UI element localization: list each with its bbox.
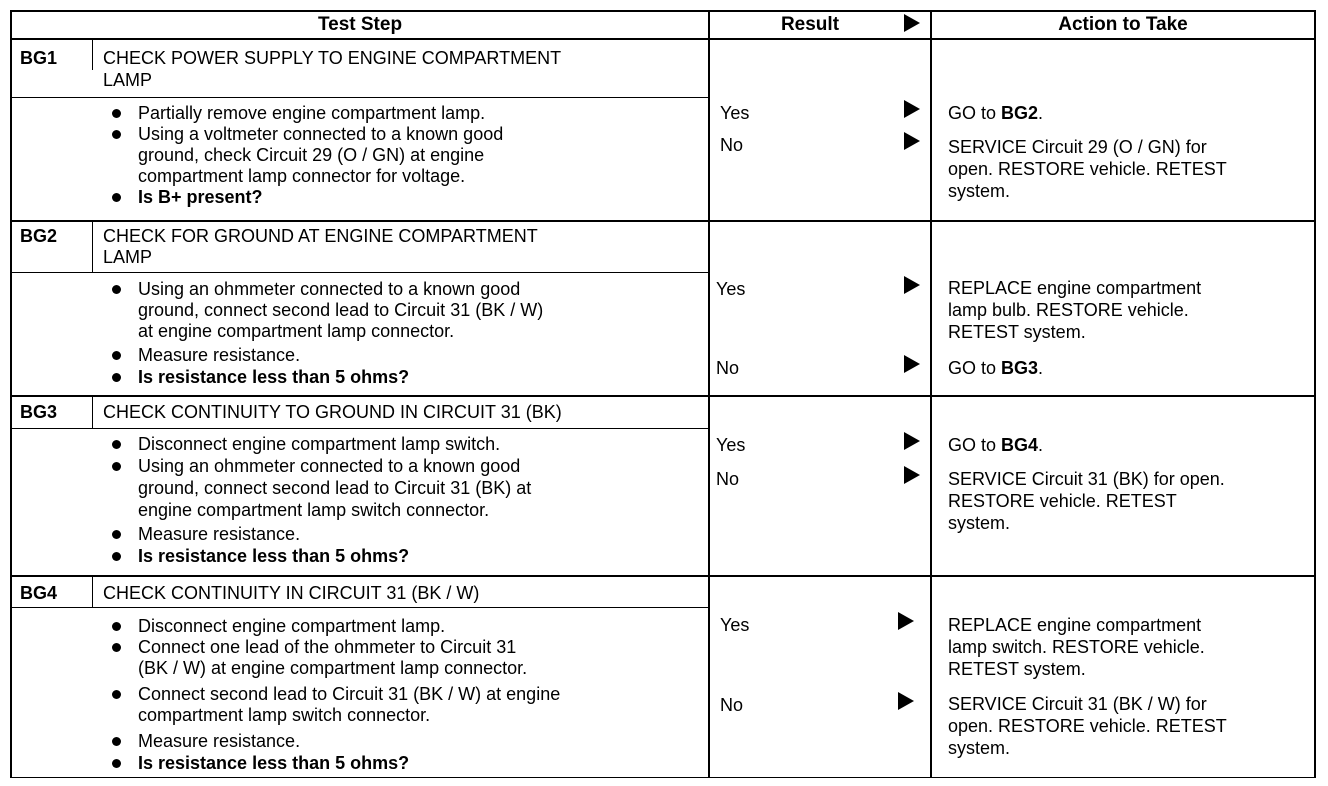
arrow-icon	[904, 276, 920, 294]
table-border-bottom	[10, 777, 1316, 778]
step-divider	[10, 428, 708, 429]
header-divider	[10, 38, 1316, 40]
action-text: RETEST system.	[948, 659, 1086, 679]
step-instruction: compartment lamp connector for voltage.	[138, 166, 466, 186]
step-divider	[10, 575, 1316, 577]
step-instruction: ground, connect second lead to Circuit 31 (BK / W)	[138, 300, 544, 320]
step-instruction: Connect second lead to Circuit 31 (BK / W) at engine	[138, 684, 561, 704]
step-divider	[10, 395, 1316, 397]
bullet-icon	[112, 643, 121, 652]
step-code: BG1	[20, 48, 58, 68]
action-text: SERVICE Circuit 29 (O / GN) for	[948, 137, 1207, 157]
header-result: Result	[780, 14, 840, 35]
arrow-icon	[904, 14, 920, 32]
step-instruction: Connect one lead of the ohmmeter to Circuit 31	[138, 637, 517, 657]
action-text: REPLACE engine compartment	[948, 615, 1202, 635]
bullet-icon	[112, 351, 121, 360]
action-text: open. RESTORE vehicle. RETEST	[948, 716, 1227, 736]
step-divider	[10, 272, 708, 273]
bullet-icon	[112, 285, 121, 294]
step-instruction: Using a voltmeter connected to a known good	[138, 124, 504, 144]
bullet-icon	[112, 193, 121, 202]
step-divider	[10, 220, 1316, 222]
arrow-icon	[904, 355, 920, 373]
bullet-icon	[112, 530, 121, 539]
arrow-icon	[904, 132, 920, 150]
step-instruction: ground, connect second lead to Circuit 31 (BK) at	[138, 478, 532, 498]
table-border-right	[1314, 10, 1316, 778]
result-no: No	[716, 469, 740, 489]
bullet-icon	[112, 690, 121, 699]
result-no: No	[720, 135, 744, 155]
step-instruction: Using an ohmmeter connected to a known good	[138, 279, 521, 299]
step-divider	[10, 607, 708, 608]
action-text: system.	[948, 181, 1011, 201]
action-text: system.	[948, 738, 1011, 758]
action-text: system.	[948, 513, 1011, 533]
step-code: BG3	[20, 402, 58, 422]
step-question: Is resistance less than 5 ohms?	[138, 753, 410, 773]
step-instruction: Measure resistance.	[138, 731, 301, 751]
step-instruction: ground, check Circuit 29 (O / GN) at engine	[138, 145, 485, 165]
bullet-icon	[112, 109, 121, 118]
step-instruction: engine compartment lamp switch connector.	[138, 500, 490, 520]
arrow-icon	[898, 612, 914, 630]
step-code: BG2	[20, 226, 58, 246]
header-action: Action to Take	[1058, 14, 1188, 35]
step-title: CHECK FOR GROUND AT ENGINE COMPARTMENT	[103, 226, 538, 246]
arrow-icon	[904, 466, 920, 484]
step-title: LAMP	[103, 247, 153, 267]
arrow-icon	[904, 432, 920, 450]
code-column-divider	[92, 222, 93, 272]
step-instruction: Measure resistance.	[138, 345, 301, 365]
step-instruction: Disconnect engine compartment lamp.	[138, 616, 446, 636]
step-question: Is resistance less than 5 ohms?	[138, 546, 410, 566]
bullet-icon	[112, 552, 121, 561]
result-no: No	[716, 358, 740, 378]
bullet-icon	[112, 373, 121, 382]
step-instruction: at engine compartment lamp connector.	[138, 321, 455, 341]
action-text: GO to BG2.	[948, 103, 1044, 123]
bullet-icon	[112, 130, 121, 139]
action-text: SERVICE Circuit 31 (BK / W) for	[948, 694, 1207, 714]
result-yes: Yes	[720, 615, 750, 635]
action-text: lamp switch. RESTORE vehicle.	[948, 637, 1205, 657]
bullet-icon	[112, 737, 121, 746]
step-title: CHECK POWER SUPPLY TO ENGINE COMPARTMENT	[103, 48, 562, 68]
bullet-icon	[112, 622, 121, 631]
step-instruction: Using an ohmmeter connected to a known good	[138, 456, 521, 476]
step-question: Is B+ present?	[138, 187, 263, 207]
step-title: CHECK CONTINUITY IN CIRCUIT 31 (BK / W)	[103, 583, 480, 603]
arrow-icon	[898, 692, 914, 710]
step-instruction: Disconnect engine compartment lamp switch.	[138, 434, 501, 454]
header-test-step: Test Step	[317, 14, 403, 35]
action-column-left	[930, 10, 932, 778]
step-title: CHECK CONTINUITY TO GROUND IN CIRCUIT 31 (BK)	[103, 402, 562, 422]
result-yes: Yes	[720, 103, 750, 123]
step-instruction: (BK / W) at engine compartment lamp connector.	[138, 658, 528, 678]
action-text: open. RESTORE vehicle. RETEST	[948, 159, 1227, 179]
action-text: REPLACE engine compartment	[948, 278, 1202, 298]
table-border-top	[10, 10, 1316, 12]
action-text: RETEST system.	[948, 322, 1086, 342]
step-instruction: Partially remove engine compartment lamp.	[138, 103, 486, 123]
arrow-icon	[904, 100, 920, 118]
step-question: Is resistance less than 5 ohms?	[138, 367, 410, 387]
step-title: LAMP	[103, 70, 153, 90]
code-column-divider	[92, 396, 93, 428]
bullet-icon	[112, 462, 121, 471]
action-text: lamp bulb. RESTORE vehicle.	[948, 300, 1189, 320]
result-no: No	[720, 695, 744, 715]
result-column-left	[708, 10, 710, 778]
bullet-icon	[112, 759, 121, 768]
code-column-divider	[92, 576, 93, 608]
code-column-divider	[92, 40, 93, 70]
action-text: GO to BG4.	[948, 435, 1044, 455]
action-text: GO to BG3.	[948, 358, 1044, 378]
result-yes: Yes	[716, 435, 746, 455]
step-instruction: Measure resistance.	[138, 524, 301, 544]
step-divider	[10, 97, 708, 98]
step-instruction: compartment lamp switch connector.	[138, 705, 431, 725]
result-yes: Yes	[716, 279, 746, 299]
table-border-left	[10, 10, 12, 778]
action-text: RESTORE vehicle. RETEST	[948, 491, 1177, 511]
step-code: BG4	[20, 583, 58, 603]
bullet-icon	[112, 440, 121, 449]
action-text: SERVICE Circuit 31 (BK) for open.	[948, 469, 1225, 489]
